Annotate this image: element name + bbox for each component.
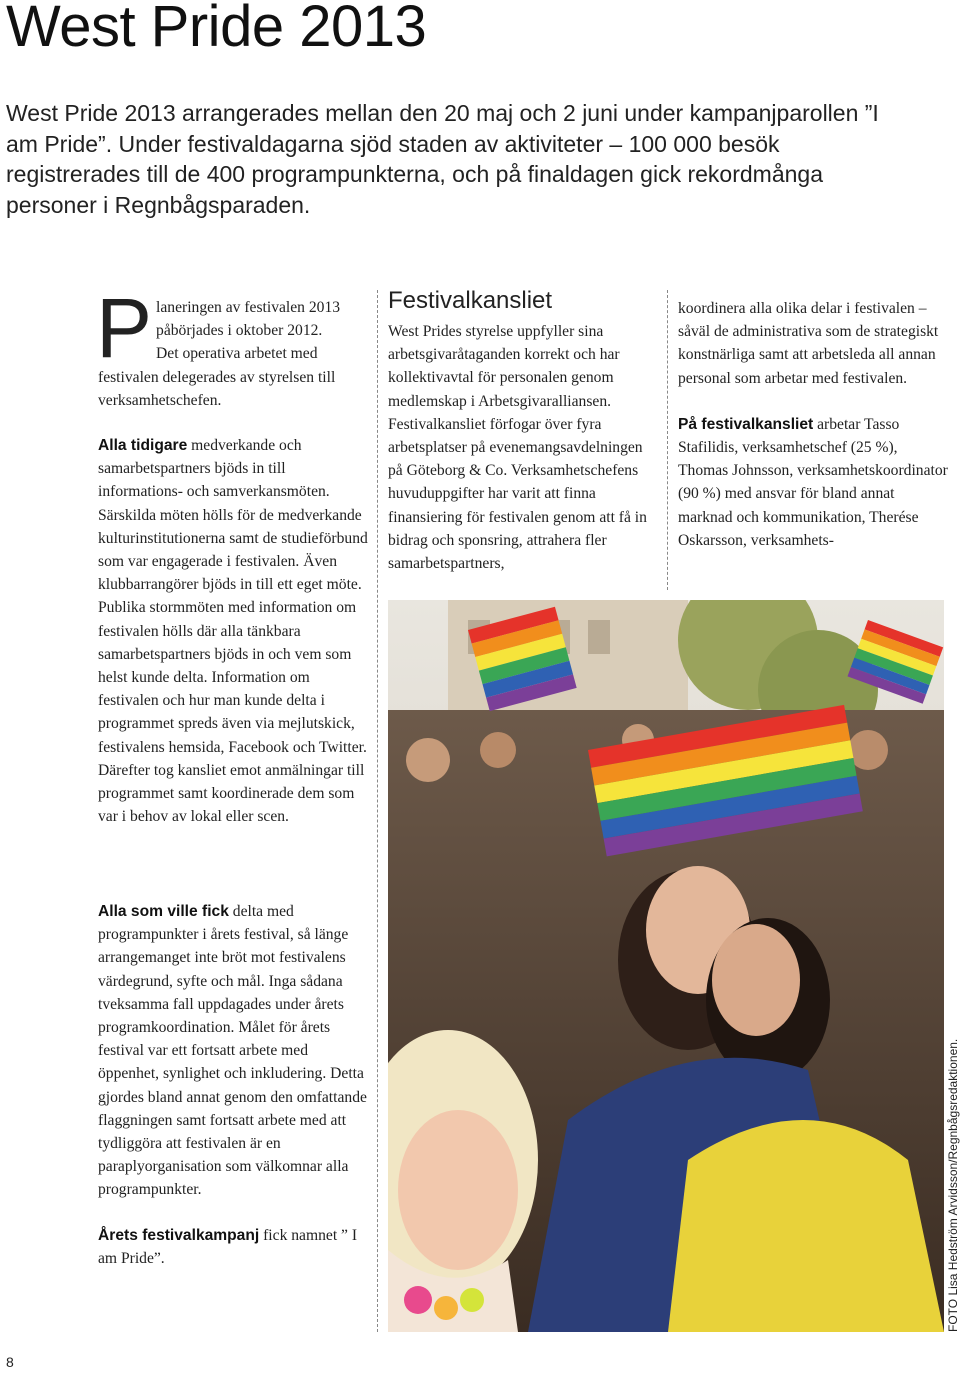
- paragraph-participation: [98, 900, 370, 1202]
- intro-line-2: påbörjades i oktober 2012.: [156, 322, 323, 340]
- paragraph-office: West Prides styrelse uppfyller sina arbetsgivaråtaganden korrekt och har kollektivavtal för personalen genom medlemskap i Arbetsgivaralliansen. Festivalkansliet förfogar över fyra arbetsplatser på evenemangsavdelningen på Göteborg & Co. Verksamhetschefens huvuduppgifter har varit att finna finansiering för festivalen genom att få in bidrag och sponsring, attrahera fler samarbetspartners,: [388, 323, 647, 573]
- page-title: West Pride 2013: [6, 0, 427, 59]
- column-rule: [667, 290, 668, 590]
- paragraph-staff: [678, 413, 948, 552]
- intro-rest: festivalen delegerades av styrelsen till verksamhetschefen.: [98, 368, 336, 409]
- column-3: [678, 297, 948, 552]
- page-number: 8: [6, 1354, 14, 1370]
- intro-line-1: laneringen av festivalen 2013: [156, 299, 341, 316]
- lead-in-bold: Årets festivalkampanj: [98, 1226, 260, 1244]
- paragraph-office-cont: koordinera alla olika delar i festivalen – såväl de administrativa som de strategiskt konstnärliga samt att arbetsleda all annan personal som arbetar med festivalen.: [678, 300, 939, 387]
- paragraph-text: medverkande och samarbetspartners bjöds in till informations- och samverkansmöten. Särskilda möten hölls för de medverkande kulturinstitutionerna samt de studieförbund som var engagerade i festivalen. Även klubbarrangörer bjöds in till ett eget möte. Publika stormmöten med information om festivalen hölls där alla tänkbara samarbetspartners bjöds in och vem som helst kunde delta. Information om festivalen och hur man kunde delta i programmet spreds även via mejlutskick, festivalens hemsida, Facebook och Twitter. Därefter tog kansliet emot anmälningar till programmet samt koordinerade dem som var i behov av lokal eller scen.: [98, 437, 368, 826]
- photo-credit: FOTO Lisa Hedström Arvidsson/Regnbågsredaktionen.: [946, 1038, 960, 1332]
- intro-line-3: Det operativa arbetet med: [156, 345, 318, 363]
- lead-in-bold: På festivalkansliet: [678, 415, 814, 433]
- column-1-top: [96, 281, 370, 828]
- paragraph-text: fick namnet ” I am Pride”.: [98, 1226, 358, 1267]
- lead-in-bold: Alla tidigare: [98, 437, 188, 455]
- pride-parade-photo: [388, 600, 944, 1332]
- lead-paragraph: West Pride 2013 arrangerades mellan den 20 maj och 2 juni under kampanjparollen ”I am Pride”. Under festivaldagarna sjöd staden av aktiviteter – 100 000 besök registrerades till de 400 programpunkterna, och på finaldagen gick rekordmånga personer i Regnbågsparaden.: [6, 100, 879, 218]
- paragraph-collaboration: [98, 434, 370, 828]
- column-rule: [377, 290, 378, 1332]
- column-1-bottom: [98, 900, 370, 1270]
- drop-cap: P: [96, 281, 153, 375]
- column-2: [388, 284, 658, 575]
- paragraph-text: delta med programpunkter i årets festival, så länge arrangemanget inte bröt mot festivalens värdegrund, syfte och mål. Inga sådana tveksamma fall uppdagades under årets programkoordination. Målet för årets festival var ett fortsatt arbete med öppenhet, synlighet och inkludering. Detta gjordes bland annat genom den omfattande flaggningen samt fortsatt arbete med att tydliggöra att festivalen är en paraplyorganisation som välkomnar alla programpunkter.: [98, 903, 367, 1199]
- paragraph-campaign: [98, 1224, 370, 1270]
- section-heading: Festivalkansliet: [388, 287, 553, 314]
- paragraph-text: arbetar Tasso Stafilidis, verksamhetschef (25 %), Thomas Johnsson, verksamhetskoordinator (90 %) med ansvar för bland annat marknad och kommunikation, Therése Oskarsson, verksamhets-: [678, 415, 948, 549]
- lead-in-bold: Alla som ville fick: [98, 903, 229, 920]
